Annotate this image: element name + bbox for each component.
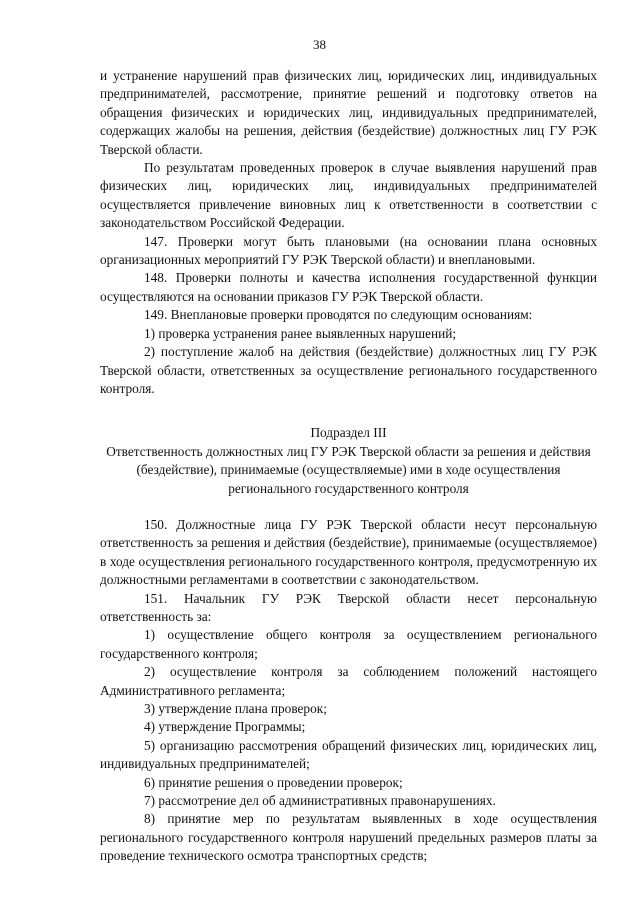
paragraph: и устранение нарушений прав физических лиц, юридических лиц, индивидуальных предпринимателей, рассмотрение, принятие решений и подготовку ответов на обращения физических и юридических лиц, индивидуальных предпринимателей, содержащих жалобы на решения, действия (бездействие) должностных лиц ГУ РЭК Тверской области. [100, 68, 597, 157]
spacer [100, 498, 597, 516]
paragraph-148: 148. Проверки полноты и качества исполнения государственной функции осуществляются на основании приказов ГУ РЭК Тверской области. [100, 270, 597, 304]
list-item: 5) организацию рассмотрения обращений физических лиц, юридических лиц, индивидуальных предпринимателей; [100, 737, 597, 772]
section-label: Подраздел III [310, 425, 387, 441]
document-body [100, 67, 597, 866]
list-item: 4) утверждение Программы; [144, 719, 306, 735]
section-title: Ответственность должностных лиц ГУ РЭК Тверской области за решения и действия (бездействие), принимаемые (осуществляемые) ими в ходе осуществления регионального государственного контроля [106, 443, 591, 496]
list-item: 3) утверждение плана проверок; [144, 701, 327, 716]
paragraph-151: 151. Начальник ГУ РЭК Тверской области несет персональную ответственность за: [100, 590, 597, 624]
paragraph-147: 147. Проверки могут быть плановыми (на основании плана основных организационных мероприятий ГУ РЭК Тверской области) и внеплановыми. [100, 233, 597, 268]
paragraph: По результатам проведенных проверок в случае выявления нарушений прав физических лиц, юридических лиц, индивидуальных предпринимателей осуществляется привлечение виновных лиц к ответственности в соответствии с законодательством Российской Федерации. [100, 160, 597, 231]
block-officials-responsibility [100, 516, 597, 866]
paragraph-149: 149. Внеплановые проверки проводятся по следующим основаниям: [144, 307, 533, 323]
list-item: 6) принятие решения о проведении проверок; [144, 774, 403, 790]
list-item: 2) осуществление контроля за соблюдением положений настоящего Административного регламента; [100, 664, 597, 698]
list-item: 7) рассмотрение дел об административных правонарушениях. [144, 793, 496, 809]
list-item: 2) поступление жалоб на действия (бездействие) должностных лиц ГУ РЭК Тверской области, ответственных за осуществление регионального государственного контроля. [100, 344, 597, 396]
list-item: 1) осуществление общего контроля за осуществлением регионального государственного контроля; [100, 627, 597, 661]
list-item: 8) принятие мер по результатам выявленных в ходе осуществления регионального государственного контроля нарушений предельных размеров платы за проведение технического осмотра транспортных средств; [100, 811, 597, 864]
page-number: 38 [313, 37, 326, 52]
paragraph-150: 150. Должностные лица ГУ РЭК Тверской области несут персональную ответственность за решения и действия (бездействие), принимаемые (осуществляемое) в ходе осуществления регионального государственного контроля, предусмотренную их должностными регламентами в соответствии с законодательством. [100, 516, 597, 588]
list-item: 1) проверка устранения ранее выявленных нарушений; [144, 325, 457, 341]
block-responsibility-checks [100, 67, 597, 398]
